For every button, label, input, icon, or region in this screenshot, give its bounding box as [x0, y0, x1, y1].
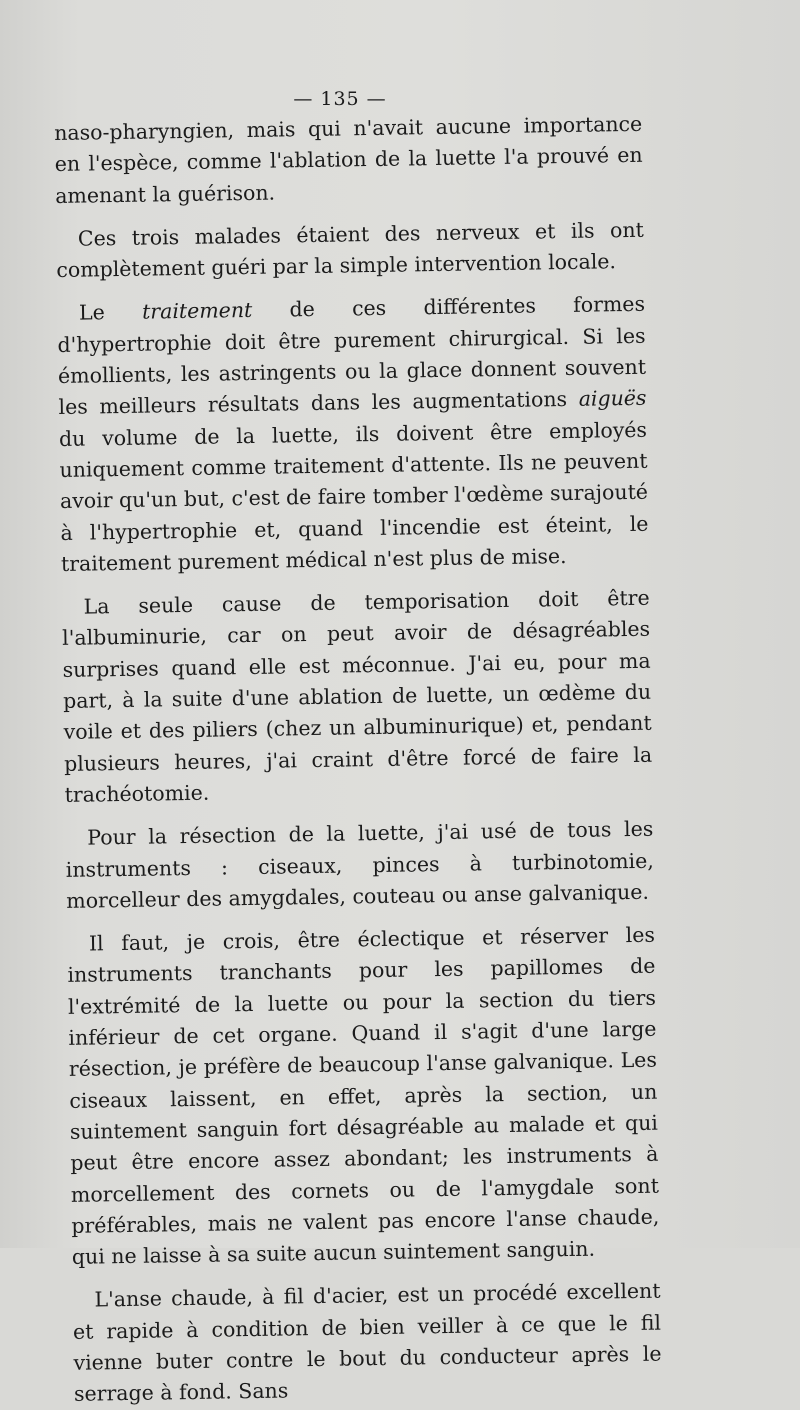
- paragraph-3-start: Le: [78, 300, 143, 326]
- paragraph-6: Il faut, je crois, être éclectique et réserver les instruments tranchants pour les papillomes de l'extrémité de la luette ou pour la section du tiers inférieur de cet organe. Quand il s'agit d'une large résection, je préfère de beaucoup l'anse galvanique. Les ciseaux laissent, en effet, après la section, un suintement sanguin fort désagréable au malade et qui peut être encore assez abondant; les instruments à morcellement des cornets ou de l'amygdale sont préférables, mais ne valent pas encore l'anse chaude, qui ne laisse à sa suite aucun suintement sanguin.: [67, 922, 660, 1269]
- paragraph-3-end: du volume de la luette, ils doivent être employés uniquement comme traitement d'attente. Ils ne peuvent avoir qu'un but, c'est de faire tomber l'œdème surajouté à l'hypertrophie et, quand l'incendie est éteint, le traitement purement médical n'est plus de mise.: [58, 417, 649, 576]
- page-number: — 135 —: [293, 88, 387, 110]
- emphasis-traitement: traitement: [141, 298, 253, 325]
- paragraph-3-middle: de ces différentes formes d'hypertrophie doit être purement chirurgical. Si les émollients, les astringents ou la glace donnent souvent les meilleurs résultats dans les augmentations: [57, 292, 647, 420]
- paragraph-4: La seule cause de temporisation doit être l'albuminurie, car on peut avoir de désagréables surprises quand elle est méconnue. J'ai eu, pour ma part, à la suite d'une ablation de luette, un œdème du voile et des piliers (chez un albuminurique) et, pendant plusieurs heures, j'ai craint d'être forcé de faire la trachéotomie.: [61, 585, 653, 807]
- paragraph-3: [57, 289, 649, 580]
- emphasis-aigues: aiguës: [578, 386, 647, 412]
- body-text: [54, 109, 662, 1410]
- paragraph-7: L'anse chaude, à fil d'acier, est un procédé excellent et rapide à condition de bien veiller à ce que le fil vienne buter contre le bout du conducteur après le serrage à fond. Sans: [72, 1279, 662, 1407]
- paragraph-5: Pour la résection de la luette, j'ai usé de tous les instruments : ciseaux, pinces à turbinotomie, morcelleur des amygdales, couteau ou anse galvanique.: [65, 816, 654, 913]
- paragraph-2: Ces trois malades étaient des nerveux et ils ont complètement guéri par la simple intervention locale.: [56, 217, 645, 283]
- paragraph-1: naso-pharyngien, mais qui n'avait aucune importance en l'espèce, comme l'ablation de la luette l'a prouvé en amenant la guérison.: [54, 111, 643, 208]
